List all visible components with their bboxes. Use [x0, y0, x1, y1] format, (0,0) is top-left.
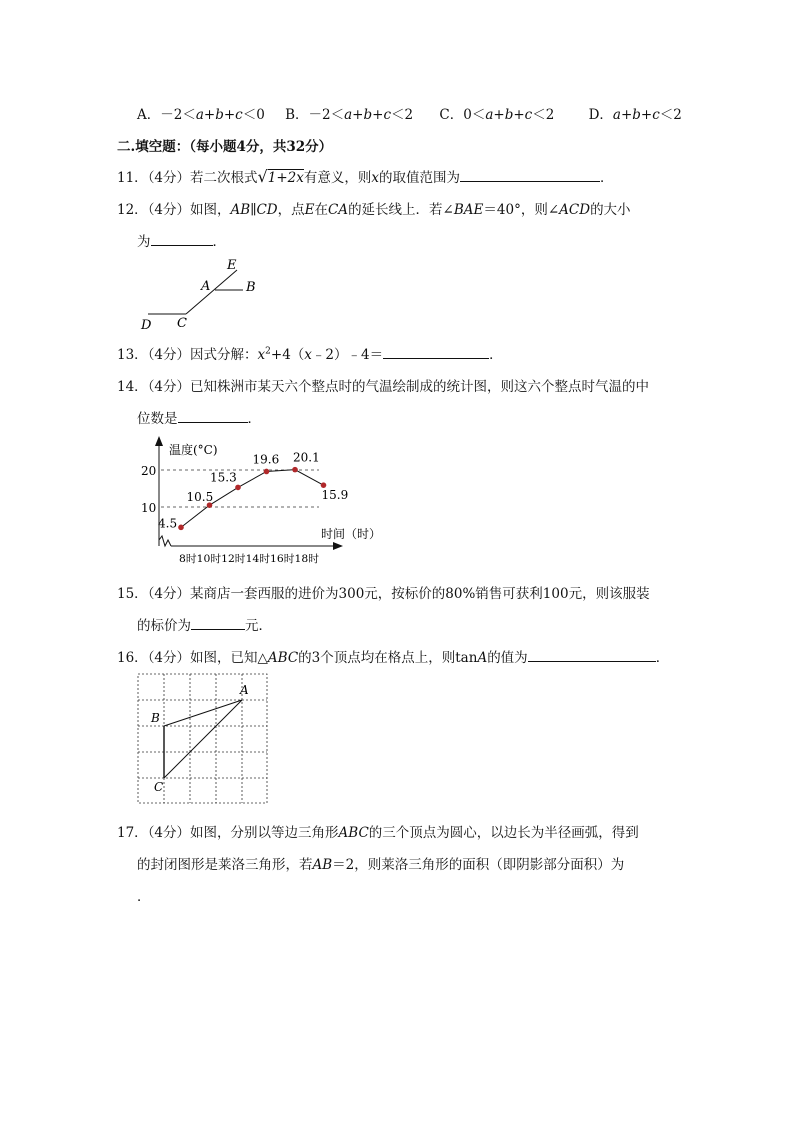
side-ba [164, 700, 242, 726]
ytick-20: 20 [141, 464, 157, 478]
x-tick-labels: 8时10时12时14时16时18时 [179, 553, 316, 565]
label-b: B [246, 280, 256, 295]
answer-blank-14[interactable] [178, 408, 248, 423]
side-ca [164, 700, 242, 778]
data-label-10时: 10.5 [186, 490, 214, 505]
question-17-line3: ． [137, 889, 151, 905]
data-label-14时: 19.6 [252, 452, 280, 467]
q10-options [137, 103, 682, 123]
x-axis-arrow [333, 542, 343, 550]
label-a: A [201, 279, 211, 294]
question-16: 16．（4分）如图，已知△ABC的3个顶点均在格点上，则tanA的值为 ． [117, 646, 669, 666]
data-label-18时: 15.9 [321, 488, 349, 503]
answer-blank-11[interactable] [460, 167, 600, 182]
answer-blank-15[interactable] [191, 615, 245, 630]
question-14-line1: 14．（4分）已知株洲市某天六个整点时的气温绘制成的统计图，则这六个整点时气温的中 [117, 379, 650, 395]
label-c: C [177, 316, 187, 331]
data-label-16时: 20.1 [293, 450, 320, 465]
label-e: E [227, 258, 237, 273]
question-17-line2: 的封闭图形是莱洛三角形，若AB＝2，则莱洛三角形的面积（即阴影部分面积）为 [137, 857, 625, 873]
series-points [158, 451, 348, 531]
line-ce [186, 270, 237, 314]
y-axis-arrow [155, 436, 163, 446]
question-11: 11．（4分）若二次根式√1+2x有意义，则x的取值范围为 ． [117, 167, 614, 186]
data-label-8时: 4.5 [158, 516, 178, 531]
question-12-line2: 为 ． [137, 230, 226, 250]
data-point-8时 [178, 525, 184, 531]
ytick-10: 10 [141, 501, 157, 515]
section-title: 二.填空题：（每小题4分，共32分） [117, 139, 333, 155]
question-14-line2: 位数是 ． [137, 407, 261, 427]
option-b: B．－2＜a+b+c＜2 [285, 107, 414, 123]
q16-grid-figure [137, 673, 269, 805]
q12-figure [135, 258, 265, 338]
sqrt-sign: √ [257, 167, 268, 186]
data-label-12时: 15.3 [210, 470, 237, 485]
question-13: 13．（4分）因式分解：$x^2+4(x﹣2)﹣4=$ ． [117, 343, 503, 363]
question-15-line2: 的标价为 元． [137, 614, 272, 634]
answer-blank-13[interactable] [383, 344, 489, 359]
option-d: D．a+b+c＜2 [588, 107, 682, 123]
answer-blank-12[interactable] [151, 231, 213, 246]
answer-blank-16[interactable] [528, 647, 656, 662]
data-point-12时 [235, 485, 241, 491]
question-15-line1: 15．（4分）某商店一套西服的进价为300元，按标价的80%销售可获利100元，则该服装 [117, 586, 650, 602]
question-17-line1: 17．（4分）如图，分别以等边三角形ABC的三个顶点为圆心，以边长为半径画弧，得到 [117, 825, 639, 841]
label-b: B [151, 711, 160, 725]
option-c: C．0＜a+b+c＜2 [439, 107, 555, 123]
question-12-line1: 12．（4分）如图，AB∥CD，点E在CA的延长线上．若∠BAE＝40°，则∠ACD的大小 [117, 202, 631, 218]
data-point-18时 [321, 482, 327, 488]
axis-break-mark [159, 536, 171, 546]
data-point-16时 [292, 467, 298, 473]
temperature-chart [135, 436, 395, 566]
data-point-14时 [264, 469, 270, 475]
radicand: 1+2x [267, 170, 304, 186]
option-a: A．－2＜a+b+c＜0 [137, 107, 265, 123]
x-axis-label: 时间（时） [321, 527, 382, 541]
label-d: D [141, 318, 152, 333]
y-axis-label: 温度(°C) [169, 443, 218, 457]
label-a: A [240, 683, 249, 697]
label-c: C [154, 780, 164, 794]
